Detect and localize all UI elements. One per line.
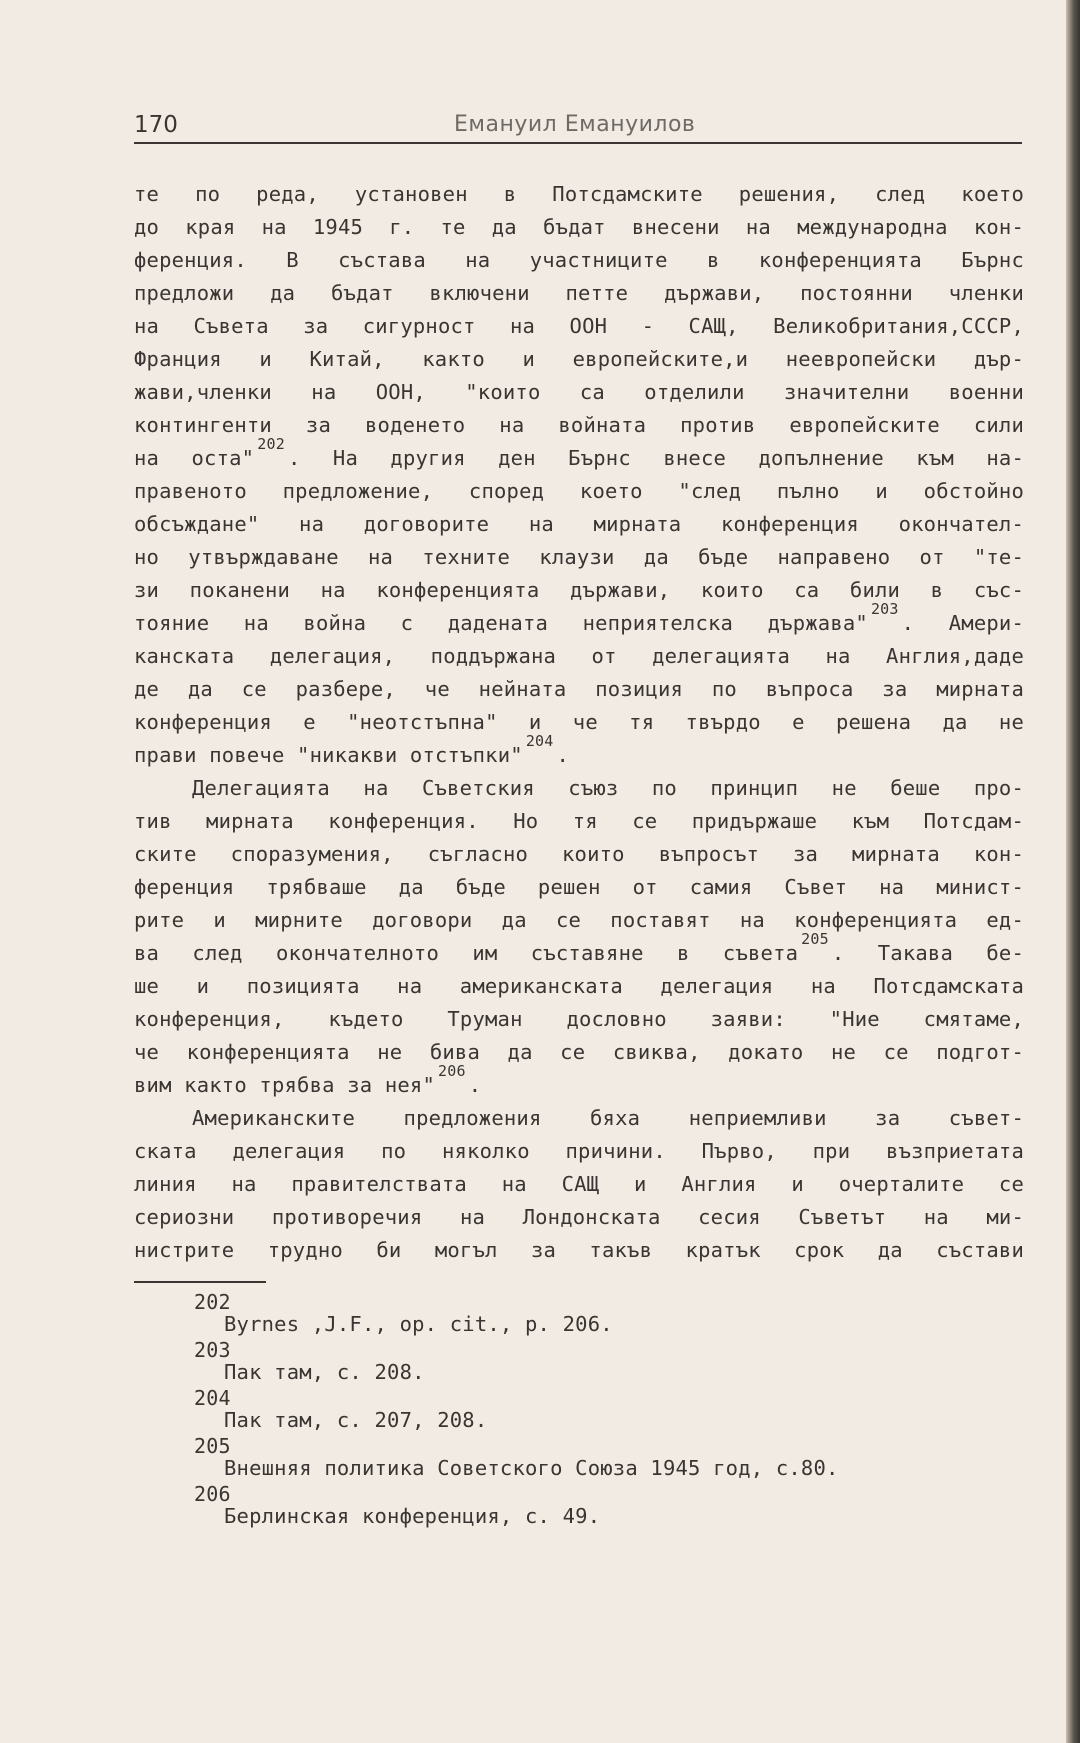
text-line — [134, 871, 1024, 904]
text-line — [134, 244, 1024, 277]
footnote-number: 203 — [194, 1338, 231, 1362]
text-line-content: канската делегация, поддържана от делегацията на Англия,даде — [134, 644, 1024, 668]
text-line — [134, 508, 1024, 541]
text-line-content: конференция, където Труман дословно заяви: "Ние смятаме, — [134, 1007, 1024, 1031]
text-line — [134, 1201, 1024, 1234]
text-line — [134, 1036, 1024, 1069]
text-line-content: ше и позицията на американската делегация на Потсдамската — [134, 974, 1024, 998]
text-line — [134, 732, 1024, 772]
footnote-number: 204 — [194, 1386, 231, 1410]
text-line-content: те по реда, установен в Потсдамските решения, след което — [134, 182, 1024, 206]
footnote-reference[interactable]: 202 — [257, 435, 285, 454]
text-line-content: Делегацията на Съветския съюз по принцип не беше про- — [192, 776, 1024, 800]
text-line — [134, 640, 1024, 673]
footnote-item — [194, 1482, 1014, 1530]
text-line — [134, 706, 1024, 739]
text-line-content: конференция е "неотстъпна" и че тя твърдо е решена да не — [134, 710, 1024, 734]
footnote-reference[interactable]: 206 — [438, 1062, 466, 1081]
text-line-content: зи поканени на конференцията държави, които са били в със- — [134, 578, 1024, 602]
text-line — [134, 1135, 1024, 1168]
footnote-text: Пак там, с. 208. — [224, 1360, 425, 1384]
text-line — [134, 838, 1024, 871]
footnote-number: 202 — [194, 1290, 231, 1314]
footnote-item — [194, 1338, 1014, 1386]
text-line-continuation: . — [556, 743, 570, 767]
footnote-divider — [134, 1281, 266, 1283]
text-line — [134, 805, 1024, 838]
text-line-content: Франция и Китай, както и европейските,и неевропейски дър- — [134, 347, 1024, 371]
text-line-continuation: . Амери- — [901, 611, 1024, 635]
footnote-item — [194, 1434, 1014, 1482]
text-line-content: Американските предложения бяха неприемливи за съвет- — [192, 1106, 1024, 1130]
text-line-content: тояние на война с дадената неприятелска държава" — [134, 611, 868, 635]
footnote-reference[interactable]: 205 — [801, 930, 829, 949]
text-line-content: до края на 1945 г. те да бъдат внесени на международна кон- — [134, 215, 1024, 239]
text-line-content: но утвърждаване на техните клаузи да бъде направено от "те- — [134, 545, 1024, 569]
footnote-item — [194, 1290, 1014, 1338]
text-line-content: ските споразумения, съгласно които въпросът за мирната кон- — [134, 842, 1024, 866]
text-line-continuation: . На другия ден Бърнс внесе допълнение към на- — [287, 446, 1024, 470]
text-line — [134, 475, 1024, 508]
text-line — [134, 435, 1024, 475]
text-line — [134, 600, 1024, 640]
text-line-content: прави повече "никакви отстъпки" — [134, 743, 523, 767]
text-line-content: ференция трябваше да бъде решен от самия Съвет на минист- — [134, 875, 1024, 899]
text-line — [134, 1168, 1024, 1201]
text-line-content: сериозни противоречия на Лондонската сесия Съветът на ми- — [134, 1205, 1024, 1229]
page-number: 170 — [134, 112, 178, 138]
footnote-text: Берлинская конференция, с. 49. — [224, 1504, 601, 1528]
footnotes — [194, 1290, 1014, 1530]
text-line-content: жави,членки на ООН, "които са отделили значителни военни — [134, 380, 1024, 404]
text-line-content: ва след окончателното им съставяне в съвета — [134, 941, 799, 965]
text-line-content: де да се разбере, че нейната позиция по въпроса за мирната — [134, 677, 1024, 701]
text-line-content: на оста" — [134, 446, 255, 470]
footnote-item — [194, 1386, 1014, 1434]
text-line-content: обсъждане" на договорите на мирната конференция окончател- — [134, 512, 1024, 536]
running-head: Емануил Емануилов — [454, 112, 696, 137]
text-line-content: ференция. В състава на участниците в конференцията Бърнс — [134, 248, 1024, 272]
page-header — [134, 112, 1022, 144]
text-line-content: линия на правителствата на САЩ и Англия и очерталите се — [134, 1172, 1024, 1196]
text-line-content: предложи да бъдат включени петте държави, постоянни членки — [134, 281, 1024, 305]
text-line — [134, 904, 1024, 937]
body-text — [134, 178, 1024, 1267]
text-line — [134, 178, 1024, 211]
text-line — [134, 772, 1024, 805]
text-line-content: правеното предложение, според което "след пълно и обстойно — [134, 479, 1024, 503]
text-line-content: контингенти за воденето на войната против европейските сили — [134, 413, 1024, 437]
page-edge-shadow — [1066, 0, 1080, 1743]
text-line — [134, 1062, 1024, 1102]
text-line — [134, 1234, 1024, 1267]
footnote-reference[interactable]: 203 — [870, 600, 899, 619]
text-line-content: че конференцията не бива да се свиква, докато не се подгот- — [134, 1040, 1024, 1064]
footnote-text: Внешняя политика Советского Союза 1945 год, с.80. — [224, 1456, 839, 1480]
text-line — [134, 1102, 1024, 1135]
text-line — [134, 1003, 1024, 1036]
text-line — [134, 673, 1024, 706]
text-line — [134, 343, 1024, 376]
footnote-number: 205 — [194, 1434, 231, 1458]
footnote-text: Пак там, с. 207, 208. — [224, 1408, 488, 1432]
text-line — [134, 541, 1024, 574]
text-line-continuation: . Такава бе- — [831, 941, 1024, 965]
text-line-content: на Съвета за сигурност на ООН - САЩ, Великобритания,СССР, — [134, 314, 1024, 338]
text-line-content: тив мирната конференция. Но тя се придържаше към Потсдам- — [134, 809, 1024, 833]
text-line — [134, 211, 1024, 244]
text-line — [134, 930, 1024, 970]
text-line — [134, 310, 1024, 343]
footnote-text: Byrnes ,J.F., op. cit., p. 206. — [224, 1312, 613, 1336]
footnote-number: 206 — [194, 1482, 231, 1506]
text-line-content: нистрите трудно би могъл за такъв кратък срок да състави — [134, 1238, 1024, 1262]
text-line — [134, 277, 1024, 310]
text-line-content: рите и мирните договори да се поставят на конференцията ед- — [134, 908, 1024, 932]
text-line-continuation: . — [468, 1073, 482, 1097]
text-line — [134, 376, 1024, 409]
footnote-reference[interactable]: 204 — [525, 732, 554, 751]
text-line-content: вим както трябва за нея" — [134, 1073, 436, 1097]
text-line — [134, 970, 1024, 1003]
text-line-content: ската делегация по няколко причини. Първо, при възприетата — [134, 1139, 1024, 1163]
